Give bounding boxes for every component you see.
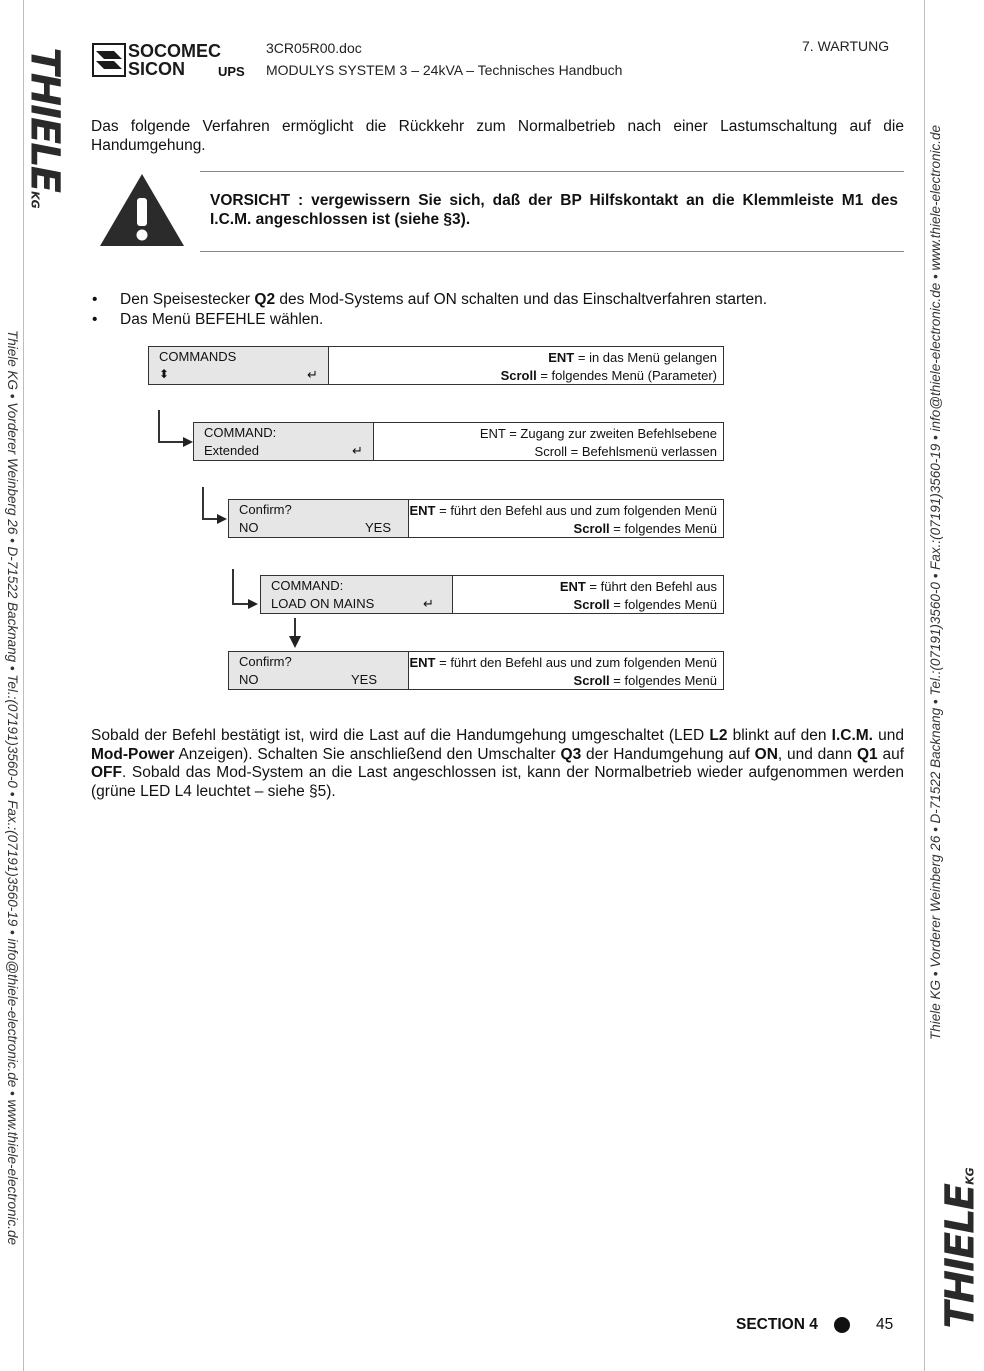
caution-top-rule [200, 171, 904, 172]
menu-lcd-commands [148, 346, 329, 385]
brand-line-2: SICON [128, 59, 186, 79]
desc-line-2: Scroll = folgendes Menü [573, 673, 717, 688]
lcd-option-no: NO [239, 520, 259, 535]
instruction-item-2: • Das Menü BEFEHLE wählen. [92, 310, 912, 330]
scroll-arrows-icon: ⬍ [159, 367, 170, 381]
menu-desc-command-extended [373, 422, 724, 461]
flow-connector [232, 569, 234, 604]
lcd-line-1: Confirm? [239, 502, 292, 517]
flow-connector [202, 487, 204, 519]
right-margin-line [924, 0, 925, 1371]
flow-connector [232, 603, 249, 605]
thiele-logo-text: THIELE [937, 1184, 984, 1329]
desc-line-1: ENT = Zugang zur zweiten Befehlsebene [479, 426, 717, 441]
flow-arrow-down-icon [289, 636, 301, 648]
menu-desc-load-on-mains [452, 575, 724, 614]
socomec-emblem-icon [92, 43, 126, 77]
doc-name: 3CR05R00.doc [266, 40, 362, 56]
page-number: 45 [876, 1316, 894, 1333]
enter-key-icon: ↵ [423, 596, 434, 611]
thiele-logo-kg: KG [28, 191, 42, 209]
menu-desc-confirm-1 [408, 499, 724, 538]
flow-connector [158, 441, 184, 443]
flow-connector [202, 518, 218, 520]
menu-lcd-load-on-mains [260, 575, 453, 614]
enter-key-icon: ↵ [352, 443, 363, 458]
desc-line-2: Scroll = Befehlsmenü verlassen [534, 444, 717, 459]
footer-bullet-icon [834, 1317, 850, 1333]
desc-line-2: Scroll = folgendes Menü [573, 597, 717, 612]
instruction-1-bold: Q2 [254, 291, 276, 308]
desc-line-1: ENT = führt den Befehl aus und zum folgenden Menü [409, 655, 717, 670]
flow-connector [294, 618, 296, 638]
caution-line-2: I.C.M. angeschlossen ist (siehe §3). [210, 211, 471, 228]
instruction-item-1 [92, 290, 912, 310]
flow-arrow-icon [248, 599, 258, 609]
caution-line-1: VORSICHT : vergewissern Sie sich, daß der BP Hilfskontakt an die Klemmleiste M1 des [210, 192, 898, 209]
chapter-heading: 7. WARTUNG [802, 38, 890, 54]
desc-line-1: ENT = führt den Befehl aus [559, 579, 717, 594]
closing-paragraph: Sobald der Befehl bestätigt ist, wird die Last auf die Handumgehung umgeschaltet (LED L2 blinkt auf den I.C.M. und Mod-Power Anzeigen). Schalten Sie anschließend den Umschalter Q3 der Handumgehung auf ON, und dann Q1 auf OFF. Sobald das Mod-System an die Last angeschlossen ist, kann der Normalbetrieb wieder aufgenommen werden (grüne LED L4 leuchtet – siehe §5). [91, 727, 905, 800]
instruction-1-text-a: Den Speisestecker [120, 291, 255, 308]
lcd-option-yes: YES [365, 520, 392, 535]
brand-line-1: SOCOMEC [128, 41, 222, 61]
menu-desc-confirm-2 [408, 651, 724, 690]
thiele-logo-kg: KG [963, 1167, 977, 1185]
thiele-logo-text: THIELE [21, 47, 68, 192]
lcd-option-no: NO [239, 672, 259, 687]
lcd-line-1: COMMAND: [204, 425, 277, 440]
lcd-line-2: Extended [204, 443, 259, 458]
lcd-option-yes: YES [351, 672, 378, 687]
desc-line-1: ENT = in das Menü gelangen [548, 350, 717, 365]
lcd-line-2: LOAD ON MAINS [271, 596, 375, 611]
footer-section: SECTION 4 [736, 1316, 818, 1333]
instruction-1-text-b: des Mod-Systems auf ON schalten und das Einschaltverfahren starten. [275, 291, 768, 308]
menu-lcd-confirm-2 [228, 651, 409, 690]
socomec-logo [92, 40, 252, 80]
lcd-line-1: COMMAND: [271, 578, 344, 593]
doc-title: MODULYS SYSTEM 3 – 24kVA – Technisches Handbuch [266, 62, 623, 78]
side-contact-right: Thiele KG • Vorderer Weinberg 26 • D-71522 Backnang • Tel.:(07191)3560-0 • Fax.:(07191)3560-19 • info@thiele-electronic.de • www.thiele-electronic.de [928, 124, 943, 1040]
flow-arrow-icon [217, 514, 227, 524]
instruction-list [92, 290, 912, 329]
thiele-logo-right [938, 1167, 984, 1328]
enter-key-icon: ↵ [307, 367, 318, 382]
desc-line-2: Scroll = folgendes Menü [573, 521, 717, 536]
intro-paragraph: Das folgende Verfahren ermöglicht die Rückkehr zum Normalbetrieb nach einer Lastumschaltung auf die Handumgehung. [91, 118, 904, 154]
flow-connector [158, 410, 160, 442]
lcd-line-1: Confirm? [239, 654, 292, 669]
caution-bottom-rule [200, 251, 904, 252]
flow-arrow-icon [183, 437, 193, 447]
brand-ups: UPS [218, 64, 245, 79]
menu-lcd-command-extended [193, 422, 374, 461]
desc-line-1: ENT = führt den Befehl aus und zum folgenden Menü [409, 503, 717, 518]
menu-desc-commands [328, 346, 724, 385]
menu-lcd-confirm-1 [228, 499, 409, 538]
side-contact-left: Thiele KG • Vorderer Weinberg 26 • D-71522 Backnang • Tel.:(07191)3560-0 • Fax.:(07191)3560-19 • info@thiele-electronic.de • www.thiele-electronic.de [5, 330, 20, 1246]
thiele-logo-left [22, 47, 68, 208]
desc-line-2: Scroll = folgendes Menü (Parameter) [500, 368, 717, 383]
warning-triangle-icon [98, 172, 186, 248]
lcd-line-1: COMMANDS [159, 349, 237, 364]
